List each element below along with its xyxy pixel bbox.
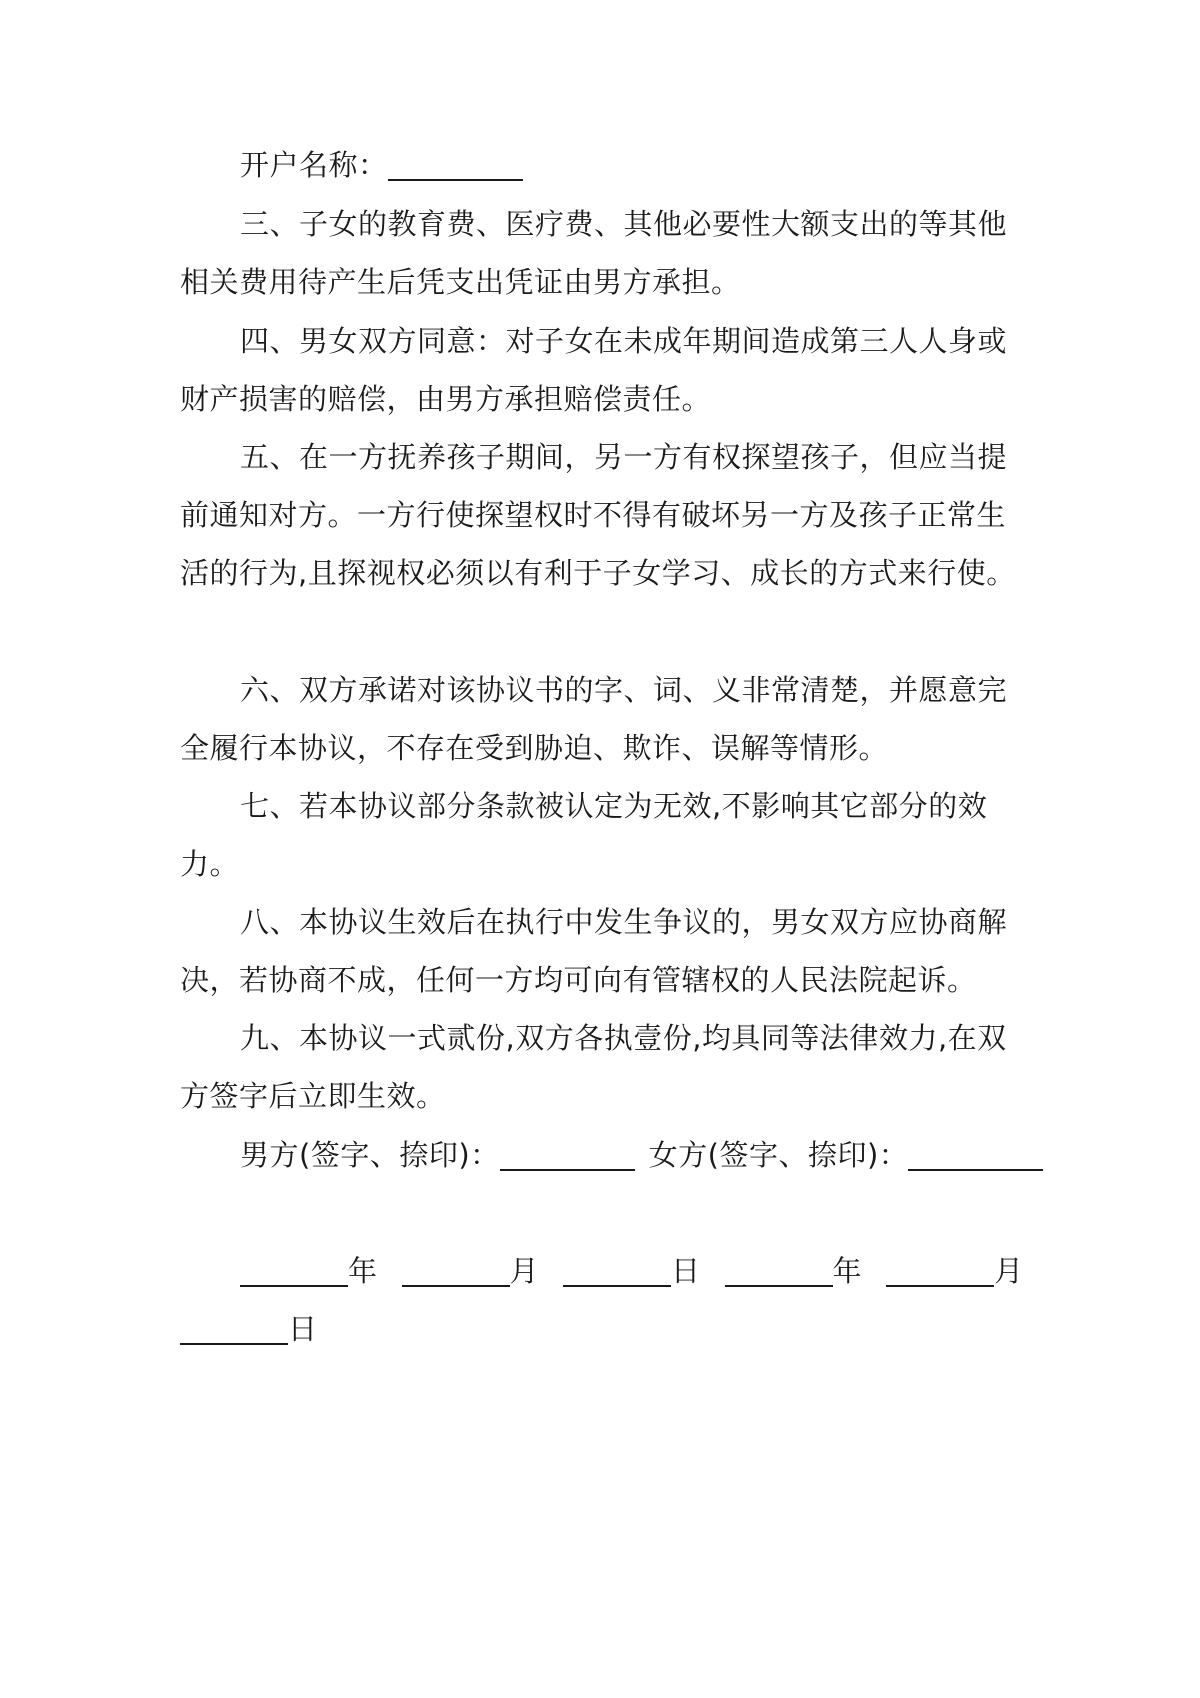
day-blank-2 xyxy=(180,1313,288,1345)
clause-7-line-2: 力。 xyxy=(180,847,240,881)
day-label: 日 xyxy=(671,1254,701,1288)
account-name-blank xyxy=(388,149,523,181)
clause-8-line-1: 八、本协议生效后在执行中发生争议的，男女双方应协商解 xyxy=(240,905,1008,939)
clause-3-line-1: 三、子女的教育费、医疗费、其他必要性大额支出的等其他 xyxy=(240,207,1008,241)
clause-5-line-3: 活的行为,且探视权必须以有利于子女学习、成长的方式来行使。 xyxy=(180,556,1016,590)
clause-5-line-1: 五、在一方抚养孩子期间，另一方有权探望孩子，但应当提 xyxy=(240,440,1008,474)
female-signature-label: 女方(签字、捺印)： xyxy=(648,1138,909,1172)
day-label-2: 日 xyxy=(288,1312,318,1346)
clause-3-line-2: 相关费用待产生后凭支出凭证由男方承担。 xyxy=(180,265,741,299)
year-blank xyxy=(240,1255,348,1287)
date-line xyxy=(240,1251,1040,1291)
month-label-2: 月 xyxy=(994,1254,1024,1288)
male-signature-label: 男方(签字、捺印)： xyxy=(240,1138,500,1172)
clause-8-line-2: 决，若协商不成，任何一方均可向有管辖权的人民法院起诉。 xyxy=(180,963,977,997)
clause-4-line-1: 四、男女双方同意：对子女在未成年期间造成第三人人身或 xyxy=(240,324,1008,358)
clause-5-line-2: 前通知对方。一方行使探望权时不得有破坏另一方及孩子正常生 xyxy=(180,498,1007,532)
day-blank xyxy=(563,1255,671,1287)
month-blank xyxy=(402,1255,510,1287)
clause-4-line-2: 财产损害的赔偿，由男方承担赔偿责任。 xyxy=(180,382,712,416)
month-blank-2 xyxy=(886,1255,994,1287)
clause-9-line-2: 方签字后立即生效。 xyxy=(180,1079,446,1113)
account-name-label: 开户名称： xyxy=(240,148,388,182)
clause-6-line-1: 六、双方承诺对该协议书的字、词、义非常清楚，并愿意完 xyxy=(240,673,1008,707)
female-signature-blank xyxy=(908,1139,1043,1171)
clause-9-line-1: 九、本协议一式贰份,双方各执壹份,均具同等法律效力,在双 xyxy=(240,1021,1007,1055)
date-line-2 xyxy=(180,1309,1040,1349)
month-label: 月 xyxy=(509,1254,540,1288)
year-label: 年 xyxy=(348,1254,378,1288)
signature-line xyxy=(240,1135,1040,1175)
year-blank-2 xyxy=(725,1255,833,1287)
male-signature-blank xyxy=(500,1139,635,1171)
clause-7-line-1: 七、若本协议部分条款被认定为无效,不影响其它部分的效 xyxy=(240,789,988,823)
clause-6-line-2: 全履行本协议，不存在受到胁迫、欺诈、误解等情形。 xyxy=(180,731,889,765)
year-label-2: 年 xyxy=(832,1254,863,1288)
account-name-line xyxy=(240,145,1040,185)
